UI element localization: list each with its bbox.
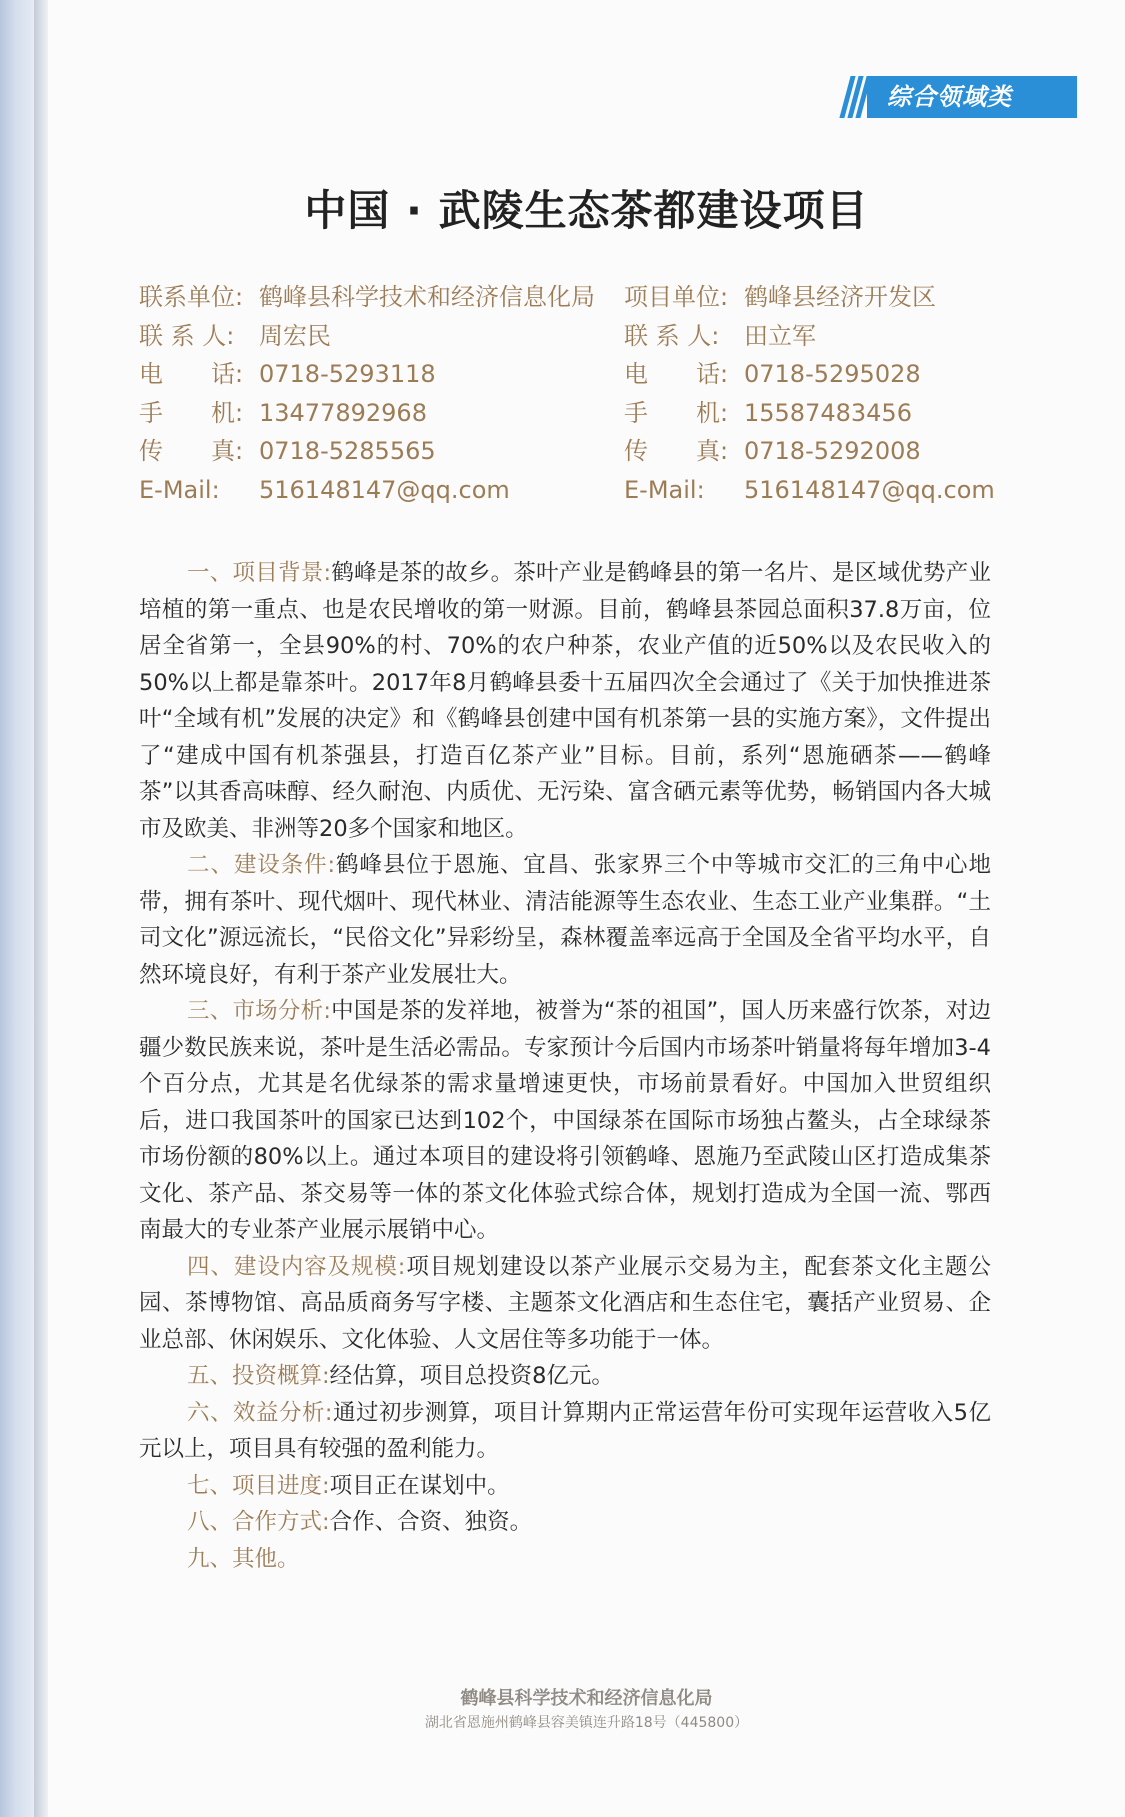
contact-left: [139, 471, 510, 510]
section-conditions: [139, 847, 991, 993]
contact-left: [139, 317, 331, 356]
contact-value: 鹤峰县科学技术和经济信息化局: [259, 283, 595, 311]
section-text: 合作、合资、独资。: [329, 1509, 533, 1535]
contact-value: 0718-5292008: [744, 437, 921, 465]
section-investment: [139, 1358, 991, 1395]
section-market: [139, 993, 991, 1249]
category-tag-label: 综合领域类: [867, 76, 1077, 118]
section-label: 三、市场分析:: [187, 998, 331, 1024]
section-text: 中国是茶的发祥地，被誉为“茶的祖国”，国人历来盛行饮茶，对边疆少数民族来说，茶叶是生活必需品。专家预计今后国内市场茶叶销量将每年增加3-4个百分点，尤其是名优绿茶的需求量增速更快，市场前景看好。中国加入世贸组织后，进口我国茶叶的国家已达到102个，中国绿茶在国际市场独占鳌头，占全球绿茶市场份额的80%以上。通过本项目的建设将引领鹤峰、恩施乃至武陵山区打造成集茶文化、茶产品、茶交易等一体的茶文化体验式综合体，规划打造成为全国一流、鄂西南最大的专业茶产业展示展销中心。: [139, 998, 991, 1243]
contact-label: 传 真:: [624, 437, 729, 465]
contact-block: [139, 278, 1019, 509]
contact-right: [624, 394, 912, 433]
section-text: 鹤峰县位于恩施、宜昌、张家界三个中等城市交汇的三角中心地带，拥有茶叶、现代烟叶、现代林业、清洁能源等生态农业、生态工业产业集群。“土司文化”源远流长，“民俗文化”异彩纷呈，森林覆盖率远高于全国及全省平均水平，自然环境良好，有利于茶产业发展壮大。: [139, 852, 991, 988]
footer-org: 鹤峰县科学技术和经济信息化局: [460, 1688, 713, 1709]
contact-row: [139, 355, 1019, 394]
section-text: 项目规划建设以茶产业展示交易为主，配套茶文化主题公园、茶博物馆、高品质商务写字楼、主题茶文化酒店和生态住宅，囊括产业贸易、企业总部、休闲娱乐、文化体验、人文居住等多功能于一体。: [139, 1253, 991, 1353]
page-footer: [48, 1686, 1125, 1734]
contact-label: 联系单位:: [139, 283, 244, 311]
contact-row: [139, 278, 1019, 317]
contact-right: [624, 317, 816, 356]
spine-shadow: [34, 0, 48, 1817]
section-label: 六、效益分析:: [187, 1399, 333, 1426]
section-background: [139, 555, 991, 847]
contact-value: 15587483456: [744, 398, 912, 427]
contact-row: [139, 394, 1019, 433]
section-text: 通过初步测算，项目计算期内正常运营年份可实现年运营收入5亿元以上，项目具有较强的盈利能力。: [139, 1399, 991, 1462]
section-text: 经估算，项目总投资8亿元。: [329, 1363, 614, 1389]
contact-label: 手 机:: [139, 398, 244, 427]
contact-right: [624, 471, 995, 510]
section-label: 八、合作方式:: [187, 1509, 330, 1535]
contact-label: 电 话:: [139, 360, 244, 388]
section-progress: [139, 1468, 991, 1505]
contact-left: [139, 432, 436, 471]
section-label: 七、项目进度:: [187, 1472, 330, 1499]
section-cooperation: [139, 1504, 991, 1541]
contact-label: 电 话:: [624, 360, 729, 388]
contact-label: 联 系 人:: [139, 321, 235, 350]
contact-label: E-Mail:: [624, 475, 705, 504]
contact-value: 13477892968: [259, 398, 427, 427]
contact-row: [139, 432, 1019, 471]
contact-label: E-Mail:: [139, 475, 220, 504]
contact-row: [139, 317, 1019, 356]
contact-row: [139, 471, 1019, 510]
contact-value: 鹤峰县经济开发区: [744, 283, 936, 311]
contact-left: [139, 394, 427, 433]
section-label: 二、建设条件:: [187, 852, 336, 878]
section-text: 项目正在谋划中。: [329, 1472, 510, 1499]
contact-label: 联 系 人:: [624, 321, 720, 350]
contact-left: [139, 278, 595, 317]
contact-value: 0718-5295028: [744, 360, 921, 388]
contact-left: [139, 355, 436, 394]
document-body: [139, 555, 991, 1577]
book-spine: [0, 0, 34, 1817]
section-benefit: [139, 1395, 991, 1468]
contact-value: 田立军: [744, 321, 816, 350]
contact-label: 项目单位:: [624, 283, 729, 311]
section-other: [139, 1541, 991, 1578]
section-label: 一、项目背景:: [187, 560, 332, 586]
category-tag: [845, 76, 1077, 118]
contact-label: 手 机:: [624, 398, 729, 427]
contact-right: [624, 355, 921, 394]
section-text: 鹤峰是茶的故乡。茶叶产业是鹤峰县的第一名片、是区域优势产业培植的第一重点、也是农民增收的第一财源。目前，鹤峰县茶园总面积37.8万亩，位居全省第一，全县90%的村、70%的农户种茶，农业产值的近50%以及农民收入的50%以上都是靠茶叶。2017年8月鹤峰县委十五届四次全会通过了《关于加快推进茶叶“全域有机”发展的决定》和《鹤峰县创建中国有机茶第一县的实施方案》，文件提出了“建成中国有机茶强县，打造百亿茶产业”目标。目前，系列“恩施硒茶——鹤峰茶”以其香高味醇、经久耐泡、内质优、无污染、富含硒元素等优势，畅销国内各大城市及欧美、非洲等20多个国家和地区。: [139, 560, 991, 842]
section-label: 四、建设内容及规模:: [187, 1253, 406, 1280]
contact-value: 0718-5285565: [259, 437, 436, 465]
document-title: 中国 · 武陵生态茶都建设项目: [304, 186, 869, 235]
contact-value: 516148147@qq.com: [744, 475, 995, 504]
contact-right: [624, 432, 921, 471]
section-content-scale: [139, 1249, 991, 1359]
section-label: 九、其他。: [187, 1545, 300, 1572]
contact-value: 516148147@qq.com: [259, 475, 510, 504]
contact-right: [624, 278, 936, 317]
contact-value: 0718-5293118: [259, 360, 436, 388]
contact-label: 传 真:: [139, 437, 244, 465]
contact-value: 周宏民: [259, 321, 331, 350]
footer-address: 湖北省恩施州鹤峰县容美镇连升路18号（445800）: [424, 1715, 749, 1731]
section-label: 五、投资概算:: [187, 1363, 330, 1389]
